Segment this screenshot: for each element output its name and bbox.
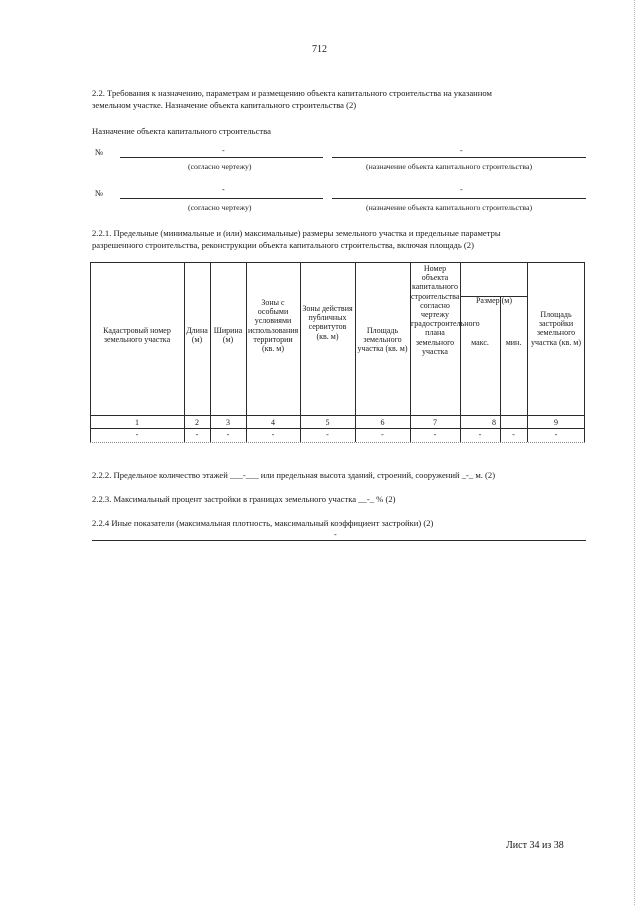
caption-according-drawing: (согласно чертежу) [188,203,252,212]
section-2-2-line2: земельном участке. Назначение объекта капитального строительства (2) [92,100,357,110]
table-cell: - [195,430,199,439]
caption-object-purpose: (назначение объекта капитального строительства) [366,162,533,171]
table-cell: - [226,430,230,439]
table-cell: - [512,430,515,439]
number-sign: № [95,147,104,157]
column-number: 6 [380,418,385,427]
column-number: 3 [226,418,230,427]
caption-according-drawing: (согласно чертежу) [188,162,252,171]
number-value: - [222,185,225,194]
header-bottom-line [90,415,585,416]
section-2-2-1-line2: разрешенного строительства, реконструкции объекта капитального строительства, включая площадь (2) [92,240,474,250]
column-number: 2 [195,418,199,427]
table-cell: - [554,430,558,439]
sheet-footer: Лист 34 из 38 [506,840,564,851]
column-number: 4 [271,418,275,427]
header-object-number: Номер объекта капитального строительства согласно чертежу градостроительного плана земельного участка [411,264,480,356]
number-value: - [222,146,225,155]
section-2-2-4-value: - [334,530,337,539]
table-cell: - [478,430,482,439]
header-length: Длина (м) [186,326,208,345]
scan-edge [634,0,635,905]
header-size-min: мин. [505,338,522,347]
purpose-heading: Назначение объекта капитального строительства [92,126,271,136]
page-number: 712 [312,44,327,55]
column-number: 8 [492,418,496,427]
column-number: 5 [325,418,330,427]
column-number: 1 [135,418,139,427]
table-cell: - [135,430,139,439]
caption-object-purpose: (назначение объекта капитального строительства) [366,203,533,212]
parameters-table [90,262,585,442]
header-building-area: Площадь застройки земельного участка (кв. м) [531,310,581,347]
column-number: 9 [554,418,558,427]
header-land-area: Площадь земельного участка (кв. м) [357,326,408,354]
table-cell: - [326,430,329,439]
section-2-2-3: 2.2.3. Максимальный процент застройки в границах земельного участка __-_ % (2) [92,494,396,504]
purpose-name-value: - [460,185,463,194]
header-width: Ширина (м) [213,326,243,345]
header-size-max: макс. [471,338,489,347]
number-sign: № [95,188,104,198]
column-number: 7 [433,418,437,427]
number-underline [120,198,323,199]
section-2-2-line1: 2.2. Требования к назначению, параметрам и размещению объекта капитального строительства на указанном [92,88,492,98]
number-underline [120,157,323,158]
table-cell: - [433,430,437,439]
table-cell: - [381,430,384,439]
section-2-2-1-line1: 2.2.1. Предельные (минимальные и (или) максимальные) размеры земельного участка и предельные параметры [92,228,501,238]
table-cell: - [271,430,275,439]
section-2-2-2: 2.2.2. Предельное количество этажей ___-___ или предельная высота зданий, строений, сооружений _-_ м. (2) [92,470,496,480]
name-underline [332,198,586,199]
section-2-2-4-underline [92,540,586,541]
name-underline [332,157,586,158]
section-2-2-4: 2.2.4 Иные показатели (максимальная плотность, максимальный коэффициент застройки) (2) [92,518,434,528]
number-row-line [90,428,585,429]
header-size: Размер (м) [475,296,513,305]
purpose-name-value: - [460,146,463,155]
header-special-zones: Зоны с особыми условиями использования территории (кв. м) [248,298,299,354]
header-cadastral: Кадастровый номер земельного участка [103,326,171,345]
header-servitude-zones: Зоны действия публичных сервитутов (кв. м) [302,304,353,341]
